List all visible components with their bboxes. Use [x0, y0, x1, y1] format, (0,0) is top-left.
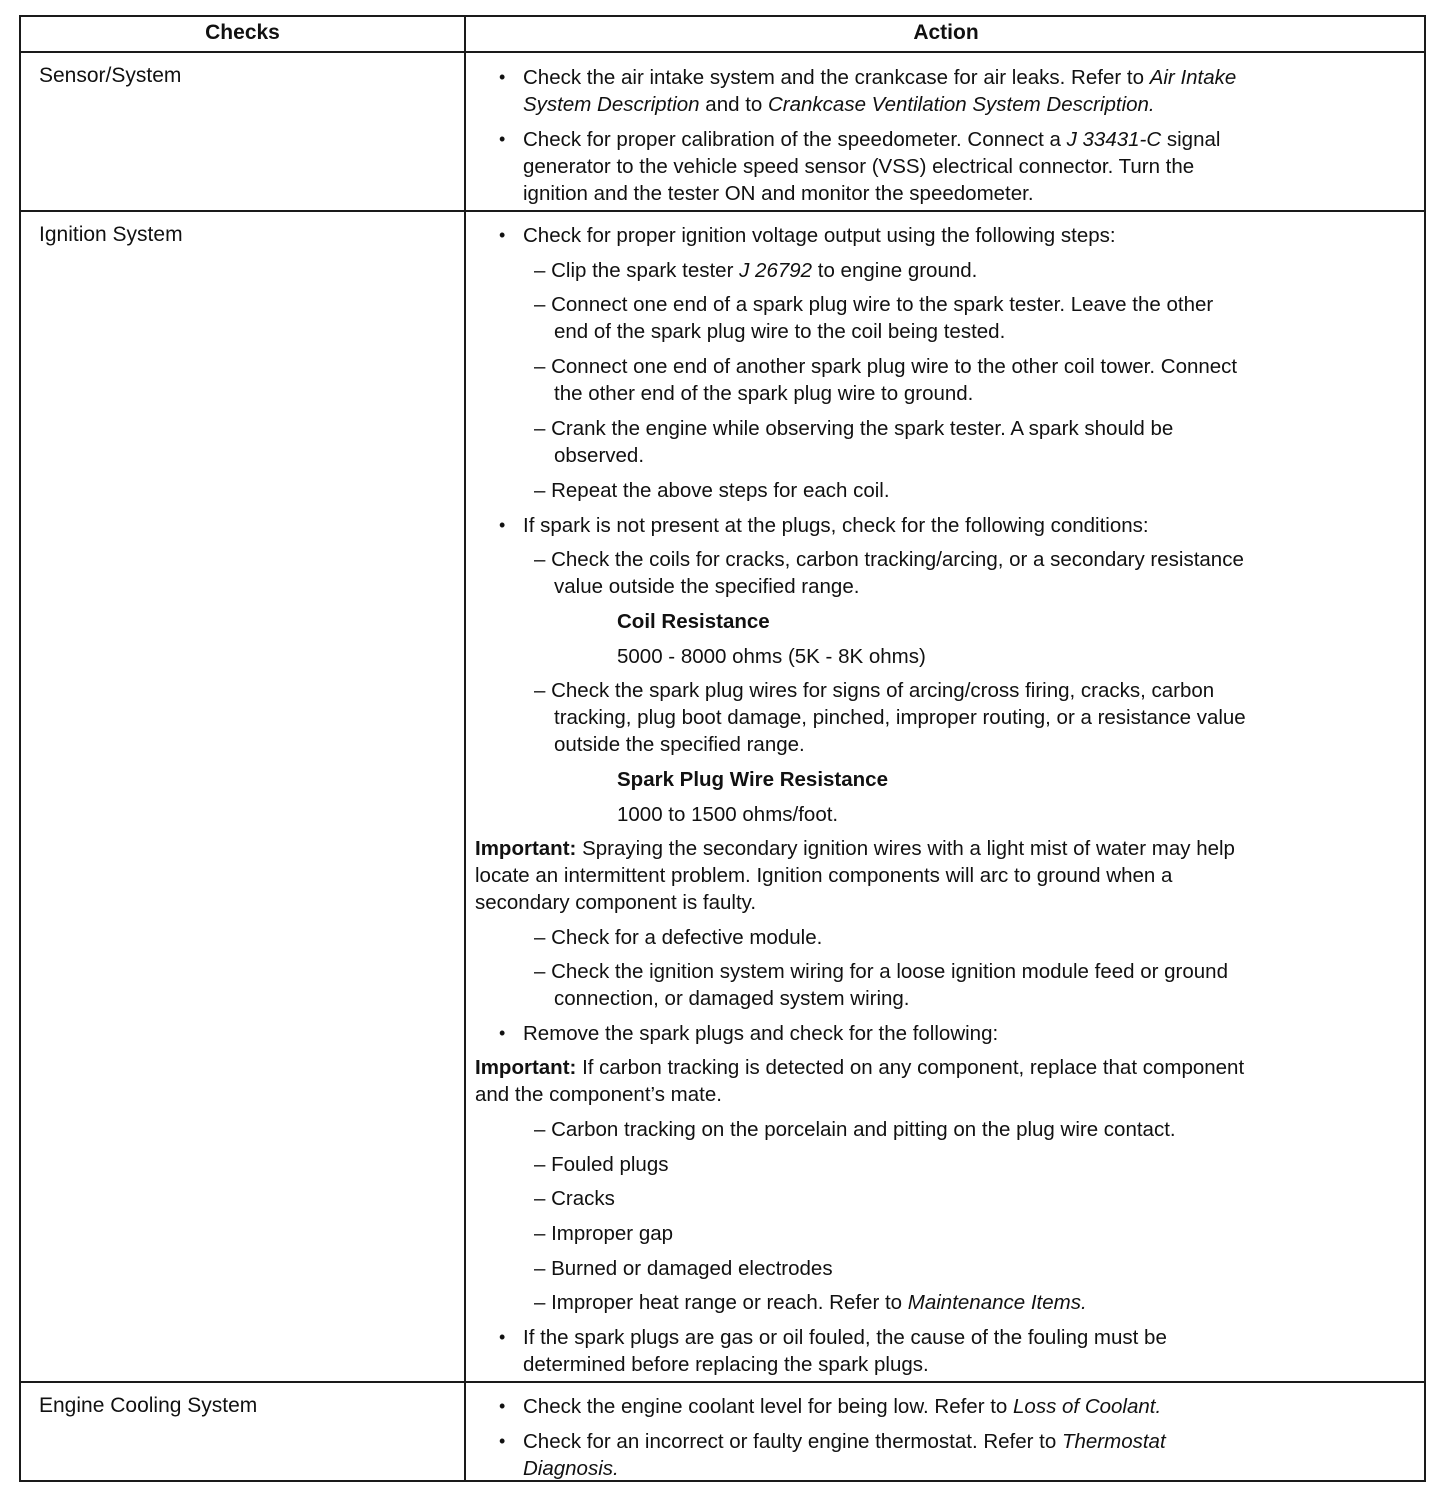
action-fouled-plugs: • If the spark plugs are gas or oil fouled, the cause of the fouling must be: [523, 1324, 1167, 1351]
action-fouled-plugs-line2: determined before replacing the spark plugs.: [523, 1353, 929, 1376]
plug-condition-carbon: – Carbon tracking on the porcelain and pitting on the plug wire contact.: [534, 1118, 1176, 1141]
plug-condition-heat-range: – Improper heat range or reach. Refer to Maintenance Items.: [534, 1291, 1087, 1314]
coil-resistance-title: Coil Resistance: [617, 610, 770, 633]
step-connect-wire: – Connect one end of a spark plug wire to the spark tester. Leave the other: [534, 293, 1214, 316]
action-ignition-voltage: • Check for proper ignition voltage output using the following steps:: [523, 222, 1116, 249]
important-note-1-line2: locate an intermittent problem. Ignition components will arc to ground when a: [475, 864, 1173, 887]
check-plug-wires: – Check the spark plug wires for signs of arcing/cross firing, cracks, carbon: [534, 679, 1215, 702]
header-action: Action: [913, 21, 979, 44]
step-connect-wire-line2: end of the spark plug wire to the coil being tested.: [554, 320, 1006, 343]
action-thermostat-line2: Diagnosis.: [523, 1457, 619, 1480]
row-divider-2: [21, 1381, 1424, 1383]
check-coils-line2: value outside the specified range.: [554, 575, 860, 598]
step-repeat: – Repeat the above steps for each coil.: [534, 479, 890, 502]
column-divider: [464, 17, 466, 1480]
header-checks: Checks: [205, 21, 280, 44]
important-note-2-line2: and the component’s mate.: [475, 1083, 722, 1106]
check-wiring: – Check the ignition system wiring for a loose ignition module feed or ground: [534, 960, 1228, 983]
check-module: – Check for a defective module.: [534, 926, 823, 949]
action-speedometer: • Check for proper calibration of the speedometer. Connect a J 33431-C signal: [523, 126, 1220, 153]
action-remove-plugs: • Remove the spark plugs and check for the following:: [523, 1020, 998, 1047]
action-thermostat: • Check for an incorrect or faulty engine thermostat. Refer to Thermostat: [523, 1428, 1166, 1455]
plug-condition-fouled: – Fouled plugs: [534, 1153, 669, 1176]
header-divider: [21, 51, 1424, 53]
wire-resistance-value: 1000 to 1500 ohms/foot.: [617, 803, 839, 826]
check-coils: – Check the coils for cracks, carbon tracking/arcing, or a secondary resistance: [534, 548, 1244, 571]
action-speedometer-line3: ignition and the tester ON and monitor the speedometer.: [523, 182, 1034, 205]
coil-resistance-value: 5000 - 8000 ohms (5K - 8K ohms): [617, 645, 926, 668]
check-sensor-system: Sensor/System: [39, 64, 182, 87]
step-clip-tester: – Clip the spark tester J 26792 to engine ground.: [534, 259, 978, 282]
important-note-2: Important: If carbon tracking is detected on any component, replace that component: [475, 1056, 1245, 1079]
check-plug-wires-line3: outside the specified range.: [554, 733, 805, 756]
action-speedometer-line2: generator to the vehicle speed sensor (VSS) electrical connector. Turn the: [523, 155, 1195, 178]
plug-condition-gap: – Improper gap: [534, 1222, 674, 1245]
check-ignition-system: Ignition System: [39, 223, 183, 246]
important-note-1-line3: secondary component is faulty.: [475, 891, 757, 914]
action-air-leaks-line2: System Description and to Crankcase Ventilation System Description.: [523, 93, 1155, 116]
important-note-1: Important: Spraying the secondary ignition wires with a light mist of water may help: [475, 837, 1235, 860]
action-coolant-level: • Check the engine coolant level for being low. Refer to Loss of Coolant.: [523, 1393, 1161, 1420]
check-engine-cooling: Engine Cooling System: [39, 1394, 258, 1417]
step-crank-engine: – Crank the engine while observing the spark tester. A spark should be: [534, 417, 1174, 440]
check-wiring-line2: connection, or damaged system wiring.: [554, 987, 910, 1010]
action-air-leaks: • Check the air intake system and the crankcase for air leaks. Refer to Air Intake: [523, 64, 1236, 91]
wire-resistance-title: Spark Plug Wire Resistance: [617, 768, 888, 791]
row-divider-1: [21, 210, 1424, 212]
diagnostic-table: [19, 15, 1426, 1482]
plug-condition-cracks: – Cracks: [534, 1187, 615, 1210]
action-no-spark: • If spark is not present at the plugs, check for the following conditions:: [523, 512, 1149, 539]
step-crank-engine-line2: observed.: [554, 444, 645, 467]
check-plug-wires-line2: tracking, plug boot damage, pinched, improper routing, or a resistance value: [554, 706, 1246, 729]
step-connect-another: – Connect one end of another spark plug wire to the other coil tower. Connect: [534, 355, 1238, 378]
step-connect-another-line2: the other end of the spark plug wire to ground.: [554, 382, 974, 405]
plug-condition-electrodes: – Burned or damaged electrodes: [534, 1257, 833, 1280]
